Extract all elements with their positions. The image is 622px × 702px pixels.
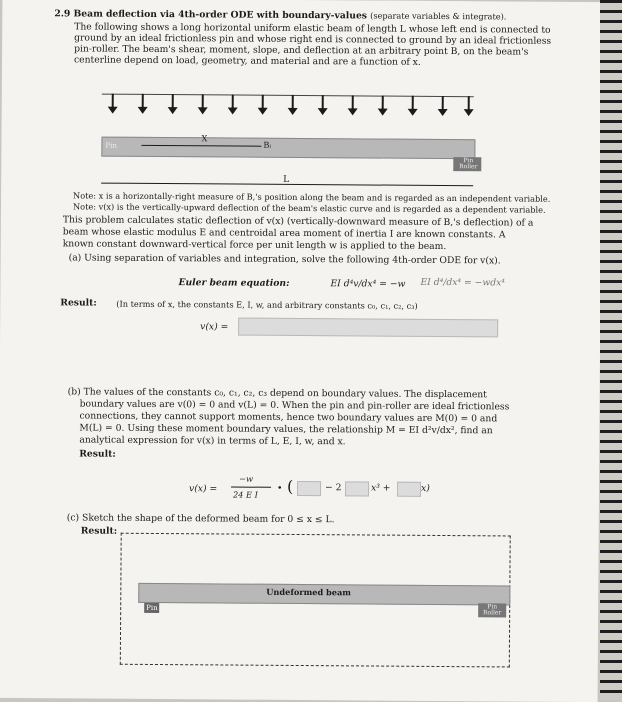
part-b-blank-2[interactable] (345, 481, 369, 496)
b-label: Bᵢ (263, 139, 272, 150)
part-b-result-label: Result: (79, 448, 116, 460)
beam (101, 137, 475, 160)
intro-line-4: centerline depend on load, geometry, and material and are a function of x. (73, 54, 421, 68)
mult-symbol: • (276, 482, 283, 494)
description-line-1: This problem calculates static deflection of v(x) (vertically-downward measure of B,'s deflection) of a (62, 214, 534, 229)
part-b-line-3: connections, they cannot support moments, hence two boundary values are M(0) = 0 and (79, 410, 498, 425)
intro-line-2: ground by an ideal frictionless pin and whose right end is connected to ground by an ideal frictionless (74, 32, 552, 47)
load-arrow (468, 96, 470, 110)
load-line (102, 94, 474, 98)
load-arrow (112, 94, 114, 108)
part-a-answer-input[interactable] (238, 318, 498, 338)
load-arrow (292, 95, 294, 109)
load-arrow (352, 95, 354, 109)
paren-open: ( (286, 476, 294, 496)
notebook-spiral-binding (600, 0, 622, 700)
part-c-prompt: (c) Sketch the shape of the deformed beam for 0 ≤ x ≤ L. (66, 512, 335, 526)
problem-title: 2.9 Beam deflection via 4th-order ODE with boundary-values (separate variables & integrate). (54, 8, 507, 22)
x-cubed-term: x³ + (370, 482, 391, 494)
load-arrow (382, 96, 384, 110)
description-line-2: beam whose elastic modulus E and centroidal area moment of inertia I are known constants. A (62, 226, 506, 241)
part-b-line-1: (b) The values of the constants c₀, c₁, c₂, c₃ depend on boundary values. The displacement (67, 386, 487, 401)
euler-equation: EI d⁴v/dx⁴ = −w (330, 278, 406, 290)
description-line-3: known constant downward-vertical force per unit length w is applied to the beam. (62, 238, 447, 253)
part-a-prompt: (a) Using separation of variables and integration, solve the following 4th-order ODE for v(x). (68, 252, 501, 267)
part-a-result-label: Result: (60, 297, 97, 309)
x-close: x) (420, 482, 430, 494)
load-arrow (202, 94, 204, 108)
part-b-blank-3[interactable] (397, 482, 421, 497)
part-c-roller-label: Pin Roller (482, 603, 502, 617)
part-a-result-text: (In terms of x, the constants E, I, w, and arbitrary constants c₀, c₁, c₂, c₃) (116, 298, 418, 311)
load-arrow (262, 95, 264, 109)
length-label: L (283, 173, 290, 185)
intro-line-1: The following shows a long horizontal uniform elastic beam of length L whose left end is connected to (74, 21, 551, 36)
part-c-result-label: Result: (80, 525, 118, 537)
load-arrow (412, 96, 414, 110)
pin-label: Pin (105, 141, 117, 150)
note-v: Note: v(x) is the vertically-upward deflection of the beam's elastic curve and is regarded as a dependent variable. (72, 201, 546, 215)
part-b-line-5: analytical expression for v(x) in terms of L, E, I, w, and x. (79, 434, 346, 448)
load-arrow (172, 94, 174, 108)
note-x: Note: x is a horizontally-right measure of B,'s position along the beam and is regarded as an independent variable. (73, 190, 551, 204)
fraction-numerator: −w (239, 473, 254, 484)
load-arrow (442, 96, 444, 110)
part-b-vx-label: v(x) = (188, 483, 218, 495)
undeformed-beam-label: Undeformed beam (266, 586, 352, 598)
part-b-blank-1[interactable] (297, 481, 321, 496)
x-label: X (201, 133, 208, 144)
load-arrow (322, 95, 324, 109)
part-a-vx-label: v(x) = (200, 321, 229, 333)
roller-label: Pin Roller (459, 157, 478, 171)
load-arrow (232, 95, 234, 109)
part-c-pin-label: Pin (144, 603, 160, 613)
handwritten-note: EI d⁴/dx⁴ = −wdx⁴ (420, 276, 506, 289)
intro-line-3: pin-roller. The beam's shear, moment, slope, and deflection at an arbitrary point B, on the beam's (74, 43, 529, 58)
euler-label: Euler beam equation: (178, 277, 290, 289)
fraction-bar (231, 487, 271, 488)
minus-two: − 2 (325, 482, 342, 494)
part-b-line-2: boundary values are v(0) = 0 and v(L) = 0. When the pin and pin-roller are ideal frictionless (79, 398, 510, 413)
load-arrow (142, 94, 144, 108)
part-b-line-4: M(L) = 0. Using these moment boundary values, the relationship M = EI d²v/dx², find an (79, 422, 493, 437)
fraction-denominator: 24 E I (232, 489, 258, 500)
